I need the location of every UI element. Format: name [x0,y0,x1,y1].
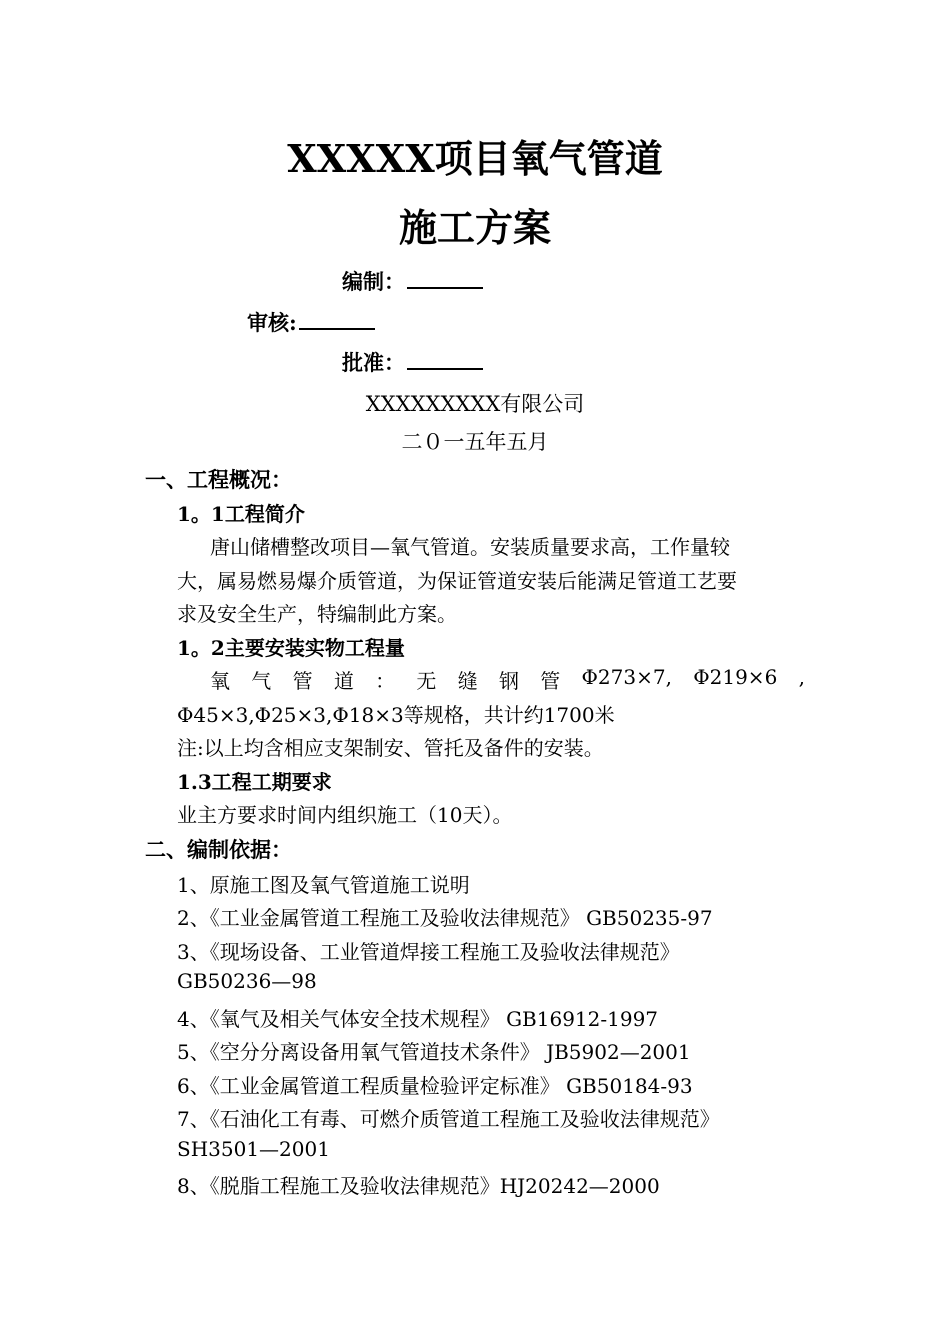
quantity-line: Φ45×3,Φ25×3,Φ18×3等规格，共计约1700米 [177,703,615,727]
basis-item: SH3501—2001 [177,1137,330,1161]
prepared-by-label: 编制： [342,269,405,294]
quantity-text-part: 气 [251,669,272,693]
subsection-1-2-heading: 1。2主要安装实物工程量 [177,636,405,660]
quantity-text-part: 管 [292,669,313,693]
approved-by-label: 批准： [342,350,405,375]
schedule-text: 业主方要求时间内组织施工（10天）。 [177,803,513,827]
quantity-text-part: 钢 [498,669,519,693]
reviewed-by-field [247,307,375,337]
approved-by-blank [407,350,483,370]
document-title-line2: 施工方案 [398,205,551,250]
basis-item: 6、《工业金属管道工程质量检验评定标准》 GB50184-93 [177,1074,693,1098]
quantity-text-part: 氧 [210,669,230,693]
reviewed-by-label: 审核: [247,310,297,335]
quantity-text-part: 无 [416,669,437,693]
quantity-note: 注:以上均含相应支架制安、管托及备件的安装。 [177,736,604,760]
overview-line: 求及安全生产，特编制此方案。 [177,602,457,626]
basis-item: 1、原施工图及氧气管道施工说明 [177,873,470,897]
quantity-text-part: 管 [540,669,561,693]
section1-heading: 一、工程概况： [145,467,292,492]
prepared-by-field [342,266,483,296]
quantity-text-part: ： [375,669,396,693]
subsection-1-3-heading: 1.3工程工期要求 [177,770,332,794]
document-date: 二０一五年五月 [401,430,549,454]
quantity-text-part: 缝 [457,669,478,693]
basis-item: 7、《石油化工有毒、可燃介质管道工程施工及验收法律规范》 [177,1107,720,1131]
basis-item: GB50236—98 [177,969,317,993]
quantity-text-part: Φ273×7, [581,665,672,689]
quantity-text-part: Φ219×6 [693,665,778,689]
basis-item: 8、《脱脂工程施工及验收法律规范》HJ20242—2000 [177,1174,660,1198]
quantity-line [210,665,805,694]
section2-heading: 二、编制依据： [145,837,292,862]
overview-line: 大，属易燃易爆介质管道，为保证管道安装后能满足管道工艺要 [177,569,737,593]
document-title-line1: XXXXX项目氧气管道 [287,136,663,181]
overview-line: 唐山储槽整改项目—氧气管道。安装质量要求高，工作量较 [210,535,730,559]
approved-by-field [342,347,483,377]
prepared-by-blank [407,269,483,289]
basis-item: 3、《现场设备、工业管道焊接工程施工及验收法律规范》 [177,940,680,964]
quantity-text-part: , [798,665,805,689]
subsection-1-1-heading: 1。1工程简介 [177,502,305,526]
basis-item: 5、《空分分离设备用氧气管道技术条件》 JB5902—2001 [177,1040,691,1064]
basis-item: 4、《氧气及相关气体安全技术规程》 GB16912-1997 [177,1007,659,1031]
basis-item: 2、《工业金属管道工程施工及验收法律规范》 GB50235-97 [177,906,713,930]
reviewed-by-blank [299,310,375,330]
company-name: XXXXXXXXX有限公司 [365,392,585,416]
quantity-text-part: 道 [333,669,354,693]
